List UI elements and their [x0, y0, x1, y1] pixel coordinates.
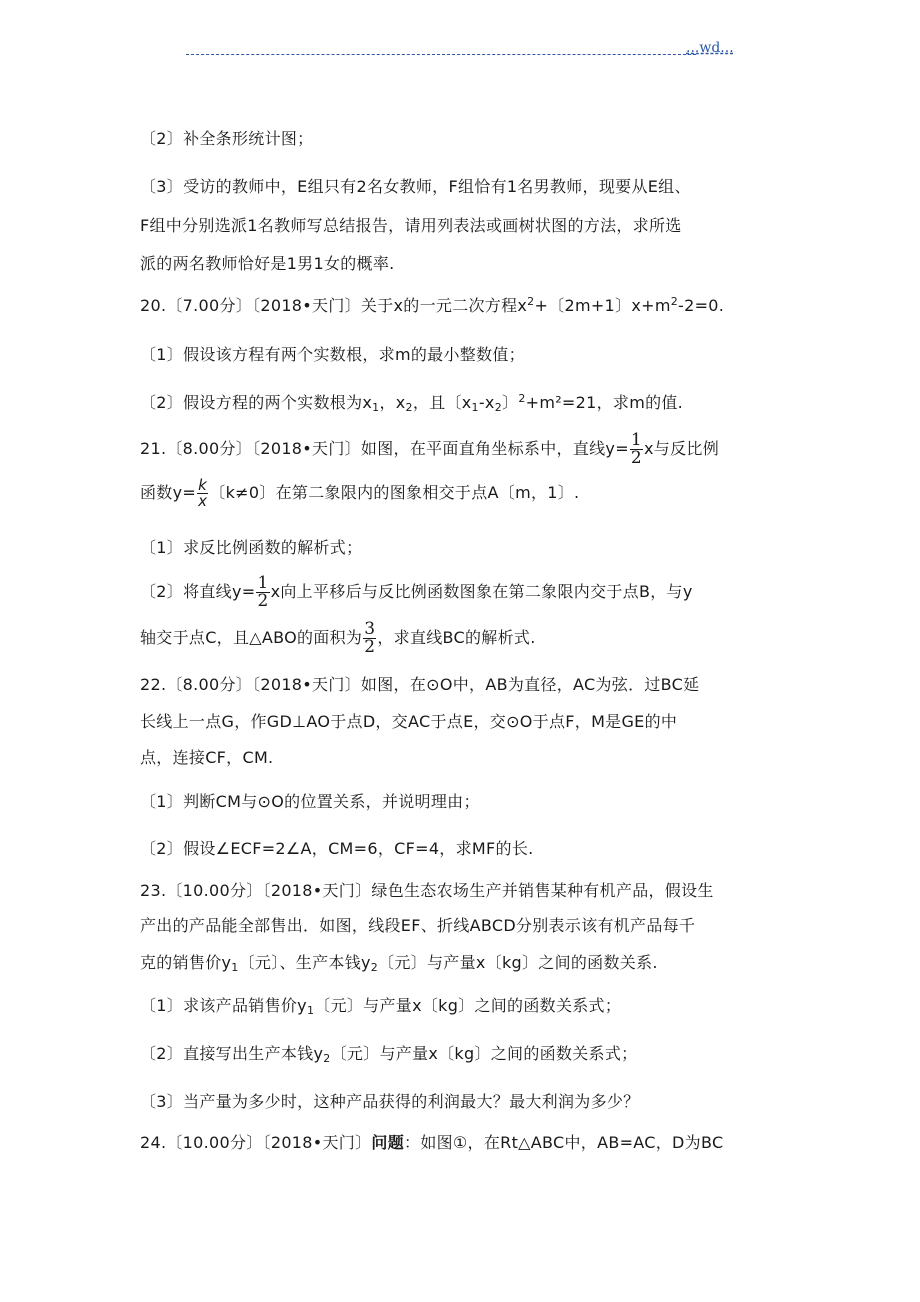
fraction-one-half: $\frac{1}{2}$: [630, 430, 643, 468]
q20-stem: 20.〔7.00分〕〔2018•天门〕关于x的一元二次方程$x^2+$〔2m+1〕$x+m^2-2=0$.: [140, 295, 725, 315]
q21-stem-line1: 21.〔8.00分〕〔2018•天门〕如图，在平面直角坐标系中，直线y= $\frac{1}{2}$ x与反比例: [140, 430, 720, 468]
q22-stem-line1: 22.〔8.00分〕〔2018•天门〕如图，在⊙O中，AB为直径，AC为弦．过BC延: [140, 675, 700, 694]
q23-stem-line2: 产出的产品能全部售出．如图，线段EF、折线ABCD分别表示该有机产品每千: [140, 916, 696, 935]
q19-part2: 〔2〕补全条形统计图；: [140, 129, 314, 148]
q23-stem-line3: 克的销售价$y_1$〔元〕、生产本钱$y_2$〔元〕与产量x〔kg〕之间的函数关系.: [140, 953, 658, 974]
q22-part1: 〔1〕判断CM与⊙O的位置关系，并说明理由；: [140, 792, 480, 811]
q21-part2-line1: 〔2〕将直线y= $\frac{1}{2}$ x向上平移后与反比例函数图象在第二象限内交于点B，与y: [140, 573, 693, 611]
header-mark: ...wd...: [686, 40, 734, 56]
q23-stem-line1: 23.〔10.00分〕〔2018•天门〕绿色生态农场生产并销售某种有机产品，假设生: [140, 881, 714, 900]
q23-part2: 〔2〕直接写出生产本钱$y_2$〔元〕与产量x〔kg〕之间的函数关系式；: [140, 1044, 638, 1065]
q19-part3-line3: 派的两名教师恰好是1男1女的概率.: [140, 254, 395, 273]
fraction-k-over-x: $\frac{k}{x}$: [198, 476, 208, 510]
q20-part1: 〔1〕假设该方程有两个实数根，求m的最小整数值；: [140, 345, 525, 364]
fraction-one-half-2: $\frac{1}{2}$: [257, 573, 269, 611]
q20-part2: 〔2〕假设方程的两个实数根为$x_1$，$x_2$，且〔$x_1-x_2$〕$^2$+m²=21，求m的值.: [140, 392, 684, 414]
q21-stem-line2: 函数y= $\frac{k}{x}$ 〔k≠0〕在第二象限内的图象相交于点A〔m，1〕.: [140, 476, 580, 510]
q23-part3: 〔3〕当产量为多少时，这种产品获得的利润最大？最大利润为多少？: [140, 1092, 640, 1111]
q21-part2-line2: 轴交于点C，且△ABO的面积为 $\frac{3}{2}$ ，求直线BC的解析式.: [140, 619, 536, 657]
q22-part2: 〔2〕假设∠ECF=2∠A，CM=6，CF=4，求MF的长.: [140, 839, 534, 858]
q22-stem-line3: 点，连接CF，CM.: [140, 748, 274, 767]
q19-part3-line1: 〔3〕受访的教师中，E组只有2名女教师，F组恰有1名男教师，现要从E组、: [140, 177, 691, 196]
header-dashed-rule: [186, 54, 696, 55]
q21-part1: 〔1〕求反比例函数的解析式；: [140, 538, 363, 557]
q23-part1: 〔1〕求该产品销售价$y_1$〔元〕与产量x〔kg〕之间的函数关系式；: [140, 996, 622, 1017]
q22-stem-line2: 长线上一点G，作GD⊥AO于点D，交AC于点E，交⊙O于点F，M是GE的中: [140, 712, 678, 731]
fraction-three-halves: $\frac{3}{2}$: [364, 619, 376, 657]
q19-part3-line2: F组中分别选派1名教师写总结报告，请用列表法或画树状图的方法，求所选: [140, 216, 682, 235]
q24-stem-line1: 24.〔10.00分〕〔2018•天门〕问题：如图①，在Rt△ABC中，AB=AC，D为BC: [140, 1133, 724, 1152]
